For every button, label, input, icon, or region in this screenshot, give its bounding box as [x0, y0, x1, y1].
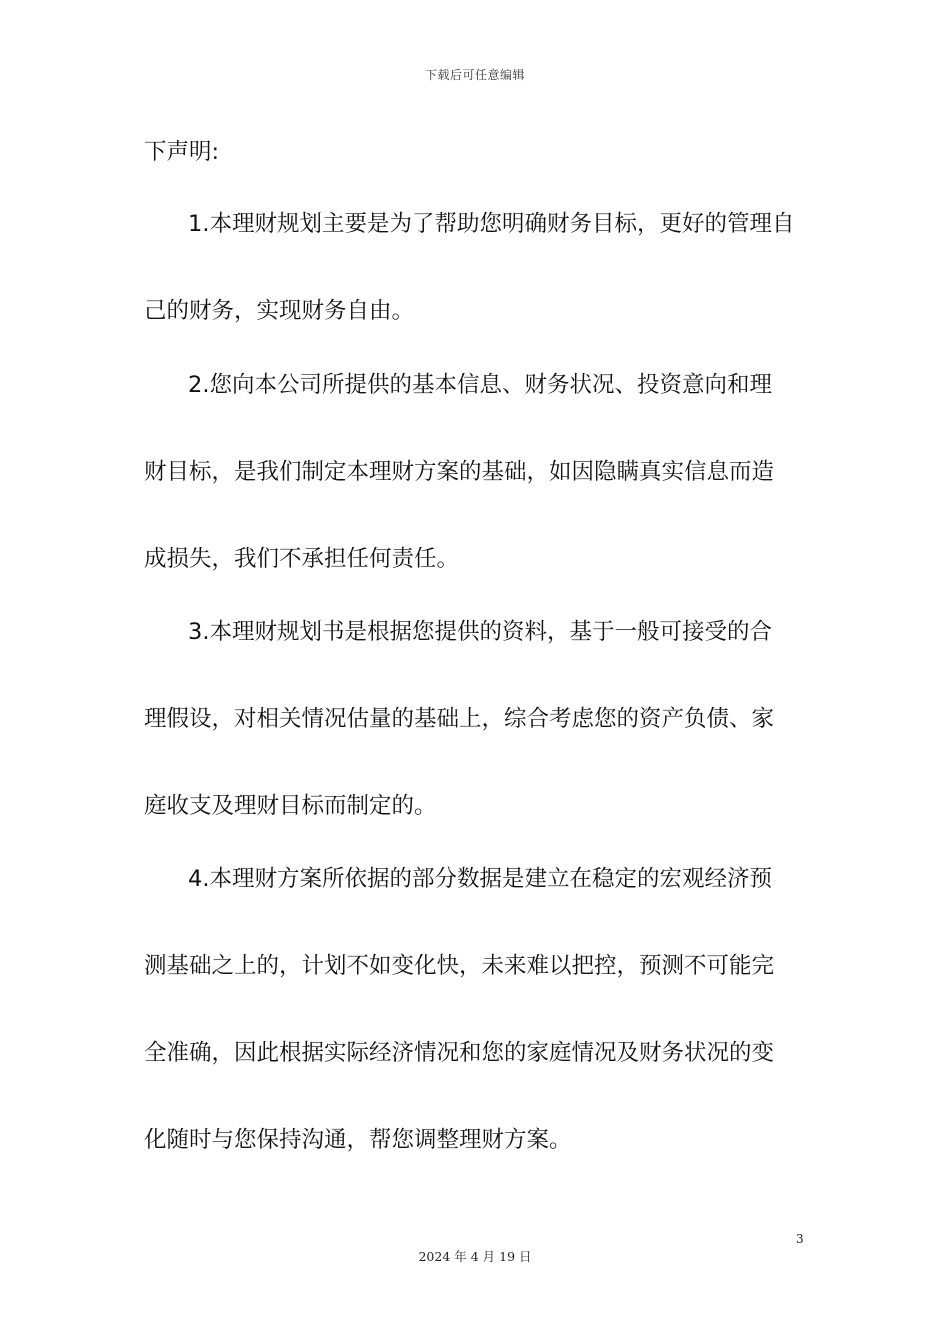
- item-2-line-1: 2.您向本公司所提供的基本信息、财务状况、投资意向和理: [188, 372, 772, 398]
- item-2-line-3: 成损失，我们不承担任何责任。: [144, 546, 460, 572]
- item-3-line-1: 3.本理财规划书是根据您提供的资料，基于一般可接受的合: [188, 619, 772, 645]
- item-4-line-2: 测基础之上的，计划不如变化快，未来难以把控，预测不可能完: [144, 953, 775, 979]
- item-1-line-1: 1.本理财规划主要是为了帮助您明确财务目标，更好的管理自: [188, 211, 795, 237]
- item-3-line-3: 庭收支及理财目标而制定的。: [144, 793, 437, 819]
- item-4-line-3: 全准确，因此根据实际经济情况和您的家庭情况及财务状况的变: [144, 1040, 775, 1066]
- page-number: 3: [796, 1232, 804, 1246]
- footer-date: 2024 年 4 月 19 日: [418, 1249, 532, 1264]
- item-3-line-2: 理假设，对相关情况估量的基础上，综合考虑您的资产负债、家: [144, 706, 775, 732]
- page-header: 下载后可任意编辑: [424, 68, 525, 82]
- item-4-line-4: 化随时与您保持沟通，帮您调整理财方案。: [144, 1127, 572, 1153]
- declaration-intro-line: 下声明:: [144, 139, 220, 165]
- item-4-line-1: 4.本理财方案所依据的部分数据是建立在稳定的宏观经济预: [188, 866, 772, 892]
- item-1-line-2: 己的财务，实现财务自由。: [144, 298, 415, 324]
- item-2-line-2: 财目标，是我们制定本理财方案的基础，如因隐瞒真实信息而造: [144, 459, 775, 485]
